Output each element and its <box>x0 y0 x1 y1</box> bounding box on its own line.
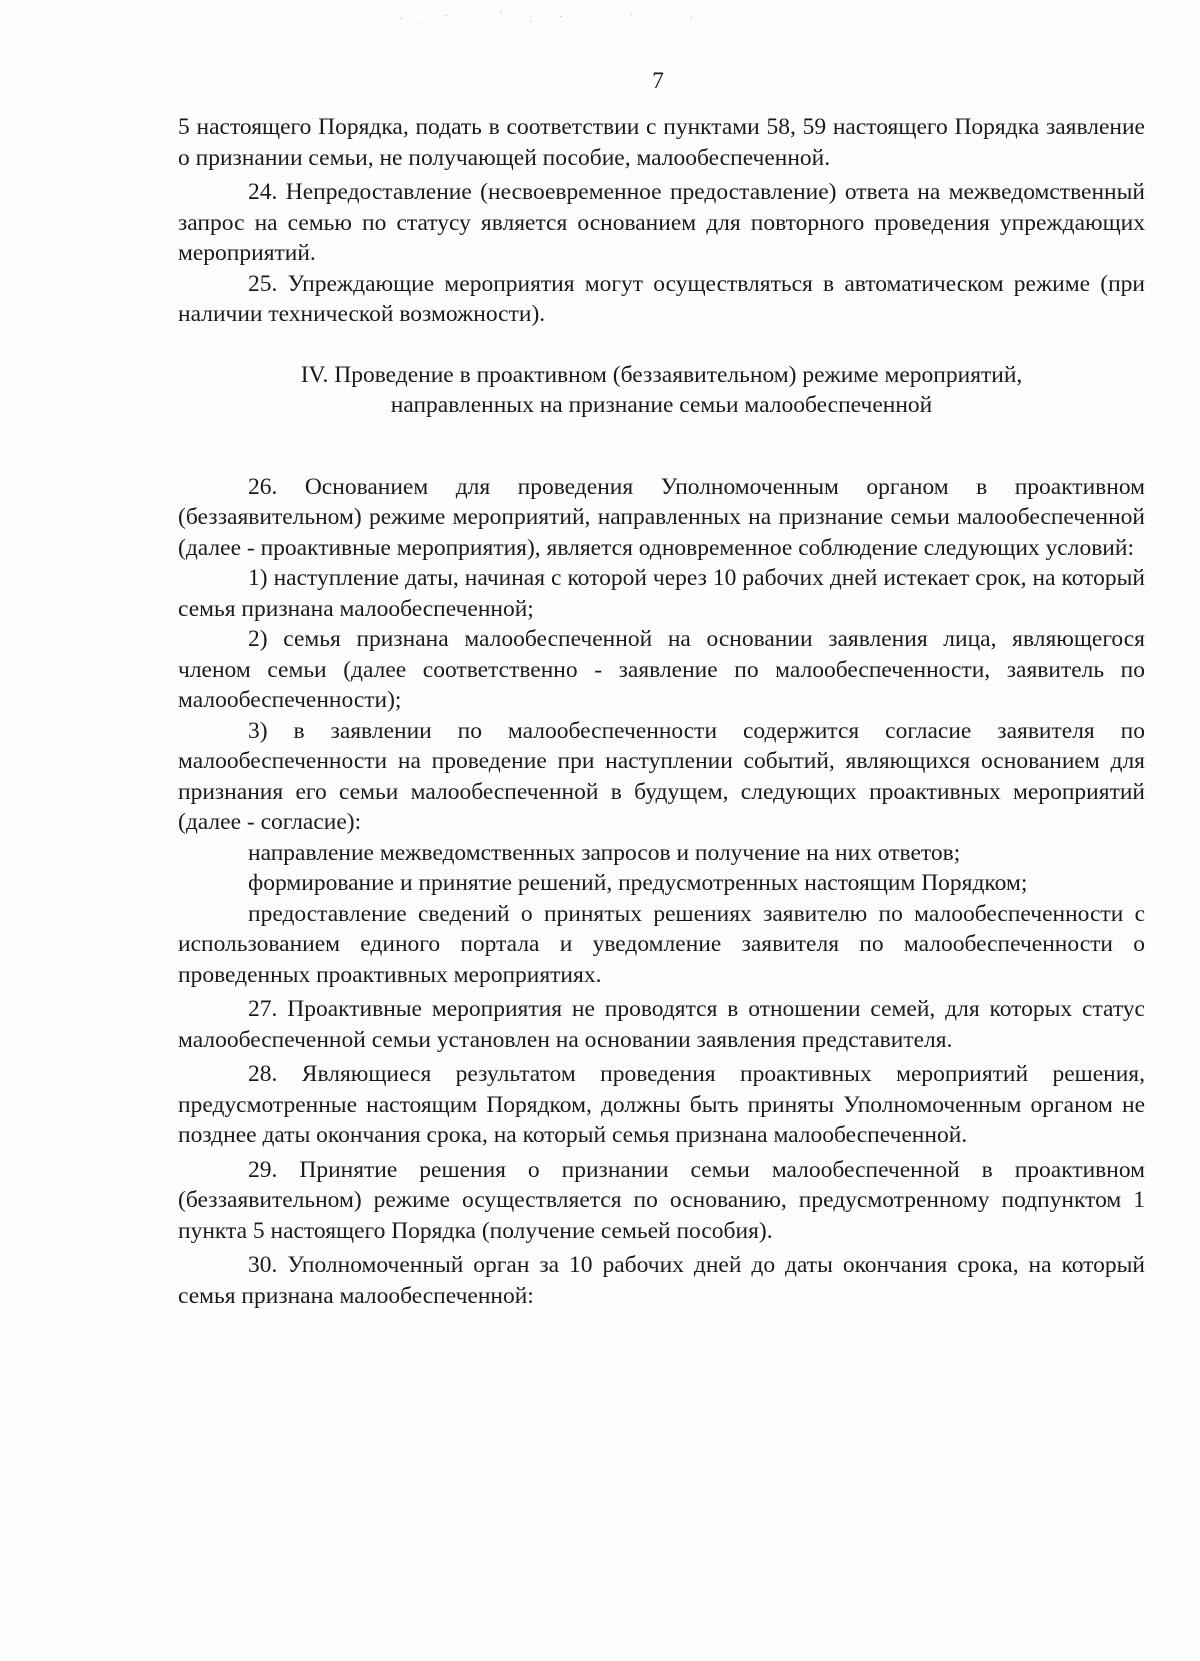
page-number: 7 <box>652 68 664 94</box>
section-heading-line-1: IV. Проведение в проактивном (беззаявительном) режиме мероприятий, <box>300 361 1023 388</box>
paragraph-continuation: 5 настоящего Порядка, подать в соответствии с пунктами 58, 59 настоящего Порядка заявление о признании семьи, не получающей пособие, малообеспеченной. <box>178 114 1145 171</box>
list-item-3: 3) в заявлении по малообеспеченности содержится согласие заявителя по малообеспеченности на проведение при наступлении событий, являющихся основанием для признания его семьи малообеспеченной в будущем, следующих проактивных мероприятий (далее - согласие): <box>178 717 1145 835</box>
paragraph-24: 24. Непредоставление (несвоевременное предоставление) ответа на межведомственный запрос на семью по статусу является основанием для повторного проведения упреждающих мероприятий. <box>178 179 1145 266</box>
paragraph-27: 27. Проактивные мероприятия не проводятся в отношении семей, для которых статус малообеспеченной семьи установлен на основании заявления представителя. <box>178 996 1145 1053</box>
list-item-1: 1) наступление даты, начиная с которой через 10 рабочих дней истекает срок, на который семья признана малообеспеченной; <box>178 565 1145 622</box>
sub-item-decisions: формирование и принятие решений, предусмотренных настоящим Порядком; <box>248 870 1028 896</box>
paragraph-26: 26. Основанием для проведения Уполномоченным органом в проактивном (беззаявительном) режиме мероприятий, направленных на признание семьи малообеспеченной (далее - проактивные мероприятия), является одновременное соблюдение следующих условий: <box>178 473 1145 561</box>
sub-item-notification: предоставление сведений о принятых решениях заявителю по малообеспеченности с использованием единого портала и уведомление заявителя по малообеспеченности о проведенных проактивных мероприятиях. <box>178 900 1145 988</box>
section-heading <box>178 360 1145 421</box>
section-heading-line-2: направленных на признание семьи малообеспеченной <box>390 392 933 418</box>
paragraph-25: 25. Упреждающие мероприятия могут осуществляться в автоматическом режиме (при наличии технической возможности). <box>178 270 1145 327</box>
paragraph-30: 30. Уполномоченный орган за 10 рабочих дней до даты окончания срока, на который семья признана малообеспеченной: <box>178 1252 1145 1309</box>
list-item-2: 2) семья признана малообеспеченной на основании заявления лица, являющегося членом семьи (далее соответственно - заявление по малообеспеченности, заявитель по малообеспеченности); <box>178 626 1145 713</box>
document-body <box>178 112 1145 1311</box>
scan-artifact <box>390 0 720 40</box>
paragraph-28: 28. Являющиеся результатом проведения проактивных мероприятий решения, предусмотренные настоящим Порядком, должны быть приняты Уполномоченным органом не позднее даты окончания срока, на который семья признана малообеспеченной. <box>178 1061 1145 1148</box>
paragraph-29: 29. Принятие решения о признании семьи малообеспеченной в проактивном (беззаявительном) режиме осуществляется по основанию, предусмотренному подпунктом 1 пункта 5 настоящего Порядка (получение семьей пособия). <box>178 1156 1145 1244</box>
sub-item-requests: направление межведомственных запросов и получение на них ответов; <box>248 839 961 866</box>
